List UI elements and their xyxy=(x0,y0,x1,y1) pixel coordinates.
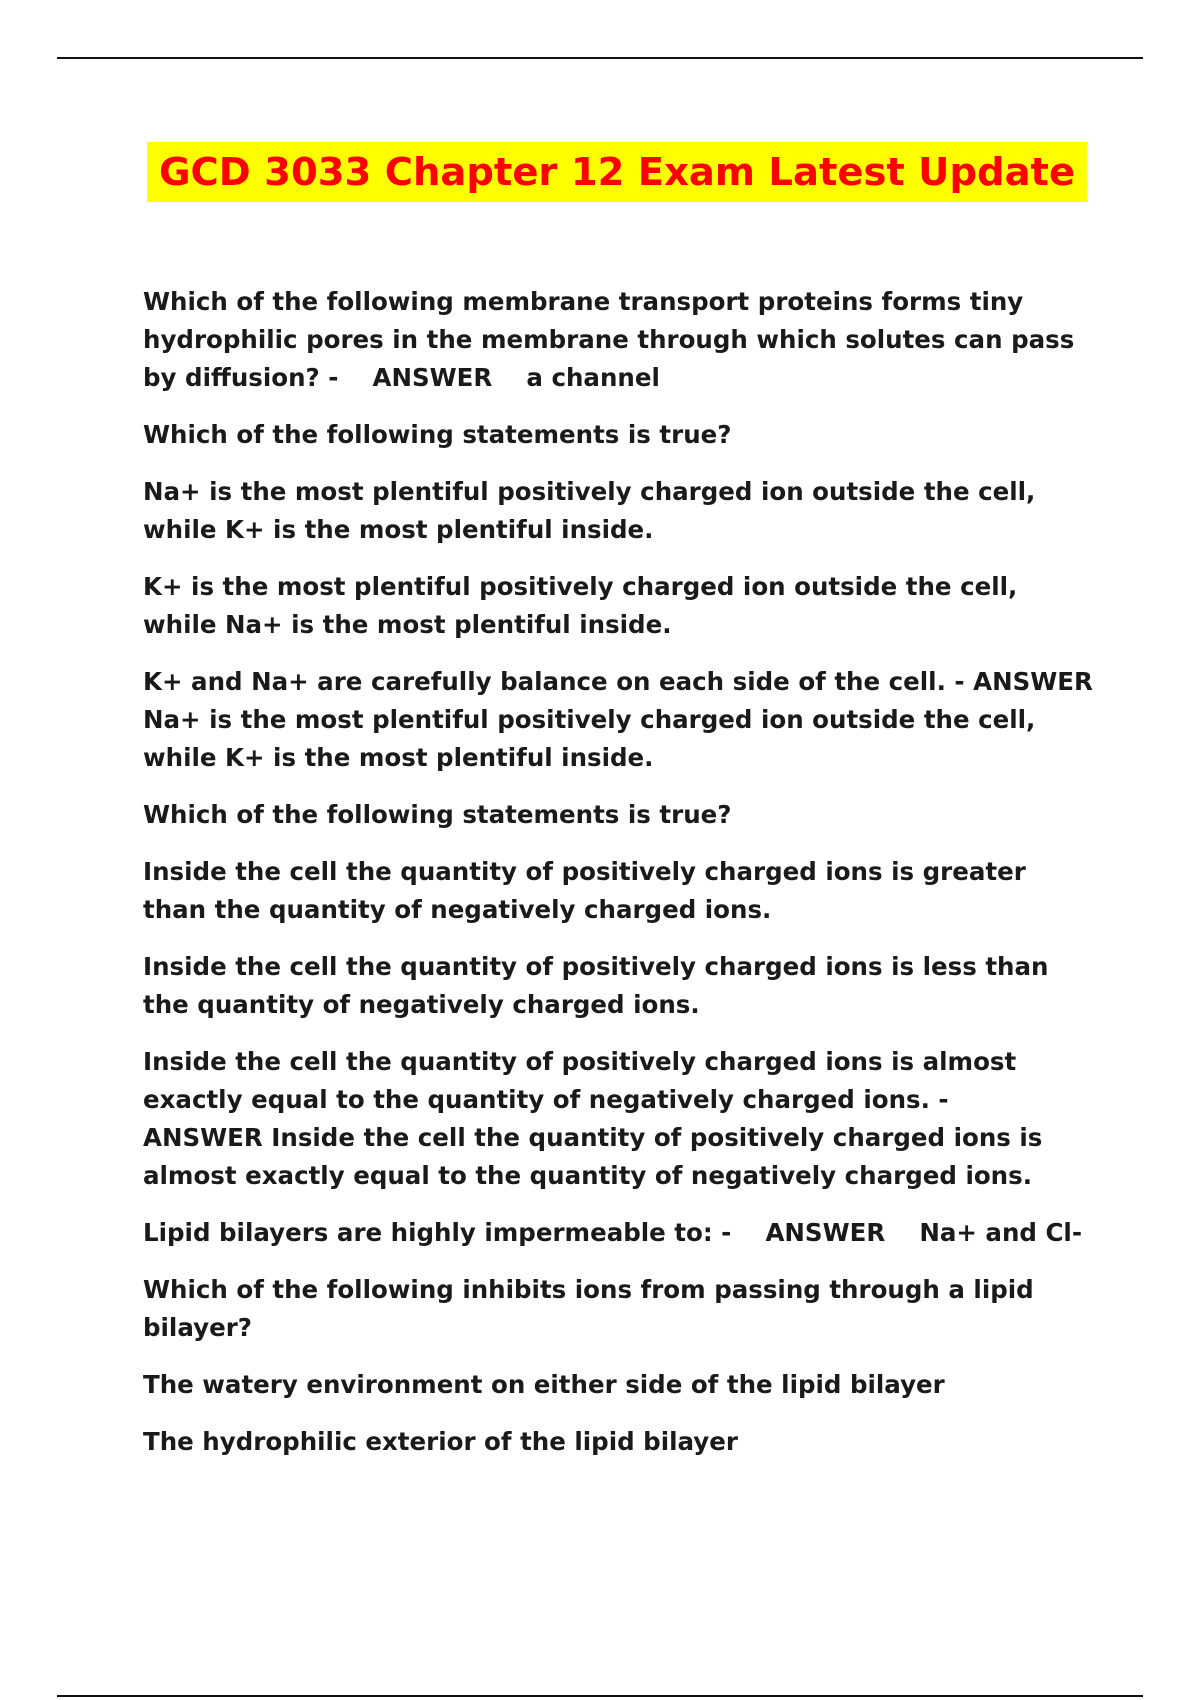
option-2b: K+ is the most plentiful positively charged ion outside the cell, while Na+ is the most plentiful inside. xyxy=(143,572,1026,639)
document-body xyxy=(143,283,1127,1480)
question-5: Which of the following inhibits ions from passing through a lipid bilayer? xyxy=(143,1275,1043,1342)
option-5a: The watery environment on either side of the lipid bilayer xyxy=(143,1370,945,1399)
question-3: Which of the following statements is true? xyxy=(143,800,732,829)
option-3a: Inside the cell the quantity of positively charged ions is greater than the quantity of negatively charged ions. xyxy=(143,857,1035,924)
question-4-answer: Lipid bilayers are highly impermeable to: - ANSWER Na+ and Cl- xyxy=(143,1218,1083,1247)
option-5b: The hydrophilic exterior of the lipid bilayer xyxy=(143,1427,738,1456)
question-2: Which of the following statements is true? xyxy=(143,420,732,449)
question-1: Which of the following membrane transport proteins forms tiny hydrophilic pores in the membrane through which solutes can pass by diffusion? - ANSWER a channel xyxy=(143,287,1083,392)
option-2c-answer: K+ and Na+ are carefully balance on each side of the cell. - ANSWER Na+ is the most plentiful positively charged ion outside the cell, while K+ is the most plentiful inside. xyxy=(143,667,1127,772)
header-rule xyxy=(57,57,1143,59)
footer-rule xyxy=(57,1695,1143,1697)
option-2a: Na+ is the most plentiful positively charged ion outside the cell, while K+ is the most plentiful inside. xyxy=(143,477,1044,544)
title-highlight xyxy=(147,142,1087,202)
option-3c-answer: Inside the cell the quantity of positively charged ions is almost exactly equal to the quantity of negatively charged ions. - ANSWER Inside the cell the quantity of positively charged ions is almost exactly equal to the quantity of negatively charged ions. xyxy=(143,1047,1051,1190)
page-title: GCD 3033 Chapter 12 Exam Latest Update xyxy=(158,149,1076,195)
option-3b: Inside the cell the quantity of positively charged ions is less than the quantity of negatively charged ions. xyxy=(143,952,1057,1019)
